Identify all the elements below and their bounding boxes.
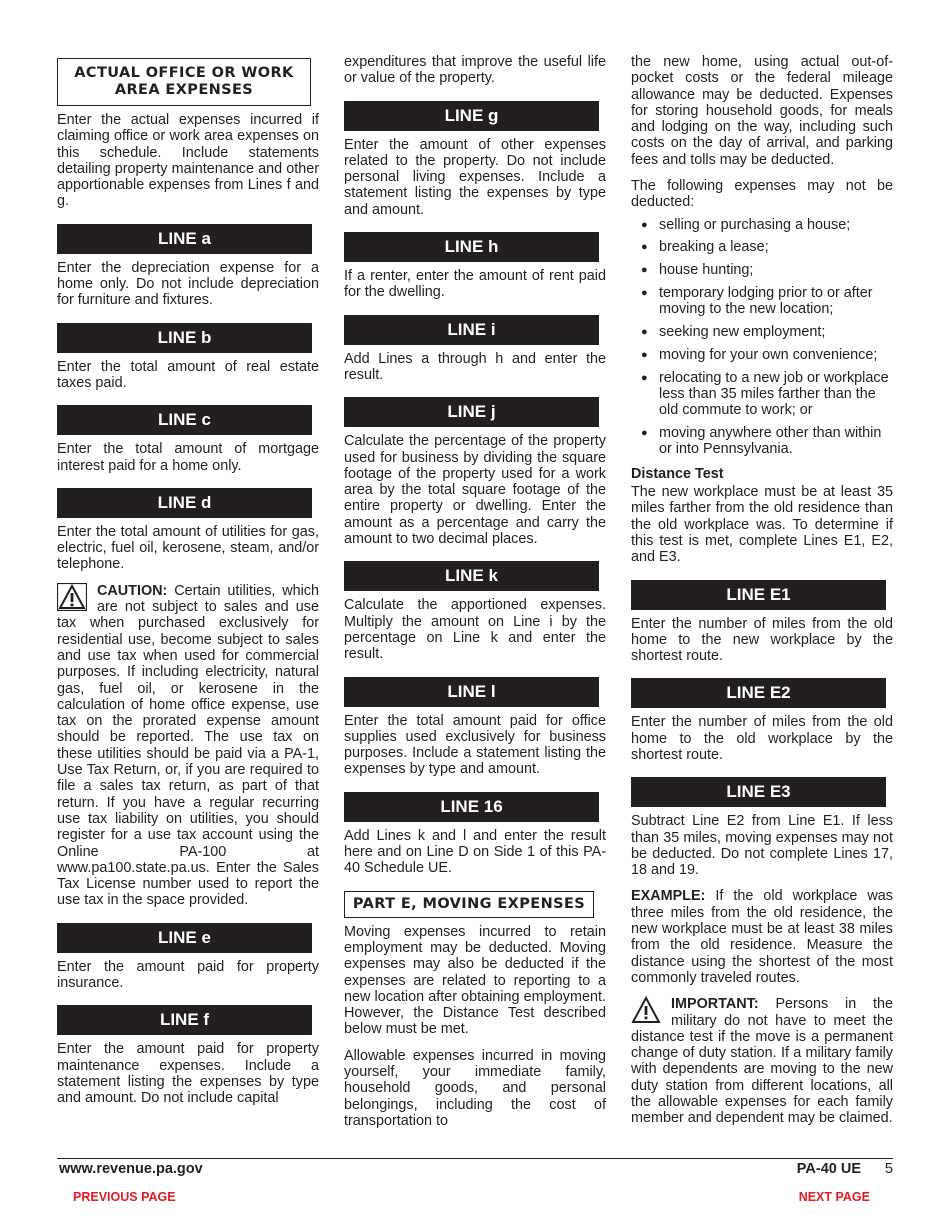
line-i-text: Add Lines a through h and enter the result. (344, 350, 606, 383)
caution-text: Certain utilities, which are not subject to sales and use tax when purchased exclusively for residential use, become subject to sales and use tax when used for commercial purposes. If including electricity, natural gas, fuel oil, or kerosene in the calculation of home office expense, use tax on the prorated expense amount should be reported. The use tax on these utilities should be paid via a PA-1, Use Tax Return, or, if you are required to file a sales tax return, as part of that return. If you have a regular recurring use tax liability on utilities, you should register for a use tax account using the Online PA-100 at www.pa100.state.pa.us. Enter the Sales Tax License number used to report the use tax in the space provided. (57, 582, 319, 909)
line-b-text: Enter the total amount of real estate taxes paid. (57, 358, 319, 391)
warning-icon (57, 583, 87, 611)
page-number: 5 (884, 1161, 893, 1177)
list-item: ● seeking new employment; (631, 324, 893, 340)
line-l-text: Enter the total amount paid for office supplies used exclusively for business purposes. Include a statement listing the expenses by type and amount. (344, 712, 606, 778)
line-16-text: Add Lines k and l and enter the result here and on Line D on Side 1 of this PA-40 Schedule UE. (344, 827, 606, 877)
caution-note (57, 583, 319, 909)
caution-label: CAUTION: (97, 582, 168, 599)
example-label: EXAMPLE: (631, 888, 706, 905)
line-e3-text: Subtract Line E2 from Line E1. If less than 35 miles, moving expenses may not be deducted. Do not complete Lines 17, 18 and 19. (631, 813, 893, 879)
list-item: ● moving for your own convenience; (631, 347, 893, 363)
important-note (631, 996, 893, 1126)
column-2 (344, 54, 606, 1139)
office-expenses-header: ACTUAL OFFICE OR WORK AREA EXPENSES (57, 58, 311, 106)
line-f-text: Enter the amount paid for property maintenance expenses. Include a statement listing the expenses by type and amount. Do not include capital (57, 1041, 319, 1107)
line-l-header: LINE l (344, 677, 599, 707)
line-f-continued-text: expenditures that improve the useful life or value of the property. (344, 54, 606, 87)
list-item: ● selling or purchasing a house; (631, 217, 893, 233)
not-deducted-list (631, 217, 893, 458)
part-e-text: Moving expenses incurred to retain employment may be deducted. Moving expenses may also be deducted if the expenses are related to reporting to a new location after obtaining employment. However, the Distance Test described below must be met. (344, 923, 606, 1038)
line-g-header: LINE g (344, 101, 599, 131)
line-e1-text: Enter the number of miles from the old home to the new workplace by the shortest route. (631, 615, 893, 665)
column-3 (631, 54, 893, 1137)
warning-icon (631, 996, 661, 1024)
footer-divider (57, 1158, 893, 1159)
line-k-header: LINE k (344, 561, 599, 591)
allowable-expenses-text: Allowable expenses incurred in moving yourself, your immediate family, household goods, and personal belongings, including the cost of transportation to (344, 1047, 606, 1129)
list-item: ● relocating to a new job or workplace less than 35 miles farther than the old commute to work; or (631, 370, 893, 419)
example-note (631, 888, 893, 986)
line-i-header: LINE i (344, 315, 599, 345)
important-label: IMPORTANT: (671, 996, 759, 1013)
important-text: Persons in the military do not have to meet the distance test if the move is a permanent change of duty station. If a military family with dependents are moving to the new duty station from different locations, all the allowable expenses for each family member and dependent may be claimed. (631, 996, 893, 1127)
line-d-text: Enter the total amount of utilities for gas, electric, fuel oil, kerosene, steam, and/or telephone. (57, 523, 319, 573)
list-item: ● moving anywhere other than within or into Pennsylvania. (631, 425, 893, 458)
previous-page-link[interactable]: PREVIOUS PAGE (73, 1190, 176, 1204)
line-h-text: If a renter, enter the amount of rent paid for the dwelling. (344, 268, 606, 301)
line-e3-header: LINE E3 (631, 777, 886, 807)
line-16-header: LINE 16 (344, 792, 599, 822)
line-e1-header: LINE E1 (631, 580, 886, 610)
list-item: ● house hunting; (631, 262, 893, 278)
line-d-header: LINE d (57, 488, 312, 518)
line-b-header: LINE b (57, 323, 312, 353)
office-expenses-text: Enter the actual expenses incurred if claiming office or work area expenses on this schedule. Include statements detailing property maintenance and other apportionable expenses from Lines f and g. (57, 112, 319, 210)
line-e2-text: Enter the number of miles from the old home to the old workplace by the shortest route. (631, 714, 893, 763)
list-item: ● breaking a lease; (631, 239, 893, 255)
line-c-text: Enter the total amount of mortgage interest paid for a home only. (57, 441, 319, 474)
footer-url[interactable]: www.revenue.pa.gov (59, 1161, 203, 1177)
line-k-text: Calculate the apportioned expenses. Multiply the amount on Line i by the percentage on Line k and enter the result. (344, 597, 606, 663)
line-f-header: LINE f (57, 1005, 312, 1035)
line-h-header: LINE h (344, 232, 599, 262)
distance-test-text: The new workplace must be at least 35 miles farther from the old residence than the old workplace was. To determine if this test is met, complete Lines E1, E2, and E3. (631, 484, 893, 566)
part-e-header: PART E, MOVING EXPENSES (344, 891, 594, 918)
next-page-link[interactable]: NEXT PAGE (798, 1190, 870, 1204)
line-j-header: LINE j (344, 397, 599, 427)
distance-test-heading: Distance Test (631, 465, 724, 482)
not-deducted-intro: The following expenses may not be deducted: (631, 178, 893, 211)
line-g-text: Enter the amount of other expenses related to the property. Do not include personal living expenses. Include a statement listing the expenses by type and amount. (344, 136, 606, 218)
example-text: If the old workplace was three miles from the old residence, the new workplace must be at least 38 miles from the old residence. Measure the distance using the shortest of the most commonly traveled routes. (631, 888, 894, 986)
line-e-text: Enter the amount paid for property insurance. (57, 958, 319, 991)
footer-form-name: PA-40 UE (796, 1161, 861, 1177)
line-e-header: LINE e (57, 923, 312, 953)
line-c-header: LINE c (57, 405, 312, 435)
column-1 (57, 54, 319, 1116)
line-a-header: LINE a (57, 224, 312, 254)
line-e2-header: LINE E2 (631, 678, 886, 708)
line-a-text: Enter the depreciation expense for a home only. Do not include depreciation for furniture and fixtures. (57, 259, 319, 309)
line-j-text: Calculate the percentage of the property used for business by dividing the square footage of the property used for a work area by the total square footage of the entire property or dwelling. Enter the amount as a percentage and carry the amount to two decimal places. (344, 433, 606, 548)
moving-continued-text: the new home, using actual out-of-pocket costs or the federal mileage allowance may be deducted. Expenses for storing household goods, for meals and lodging on the way, including such costs on the day of arrival, and parking fees and tolls may be deducted. (631, 54, 893, 168)
list-item: ● temporary lodging prior to or after moving to the new location; (631, 285, 893, 318)
